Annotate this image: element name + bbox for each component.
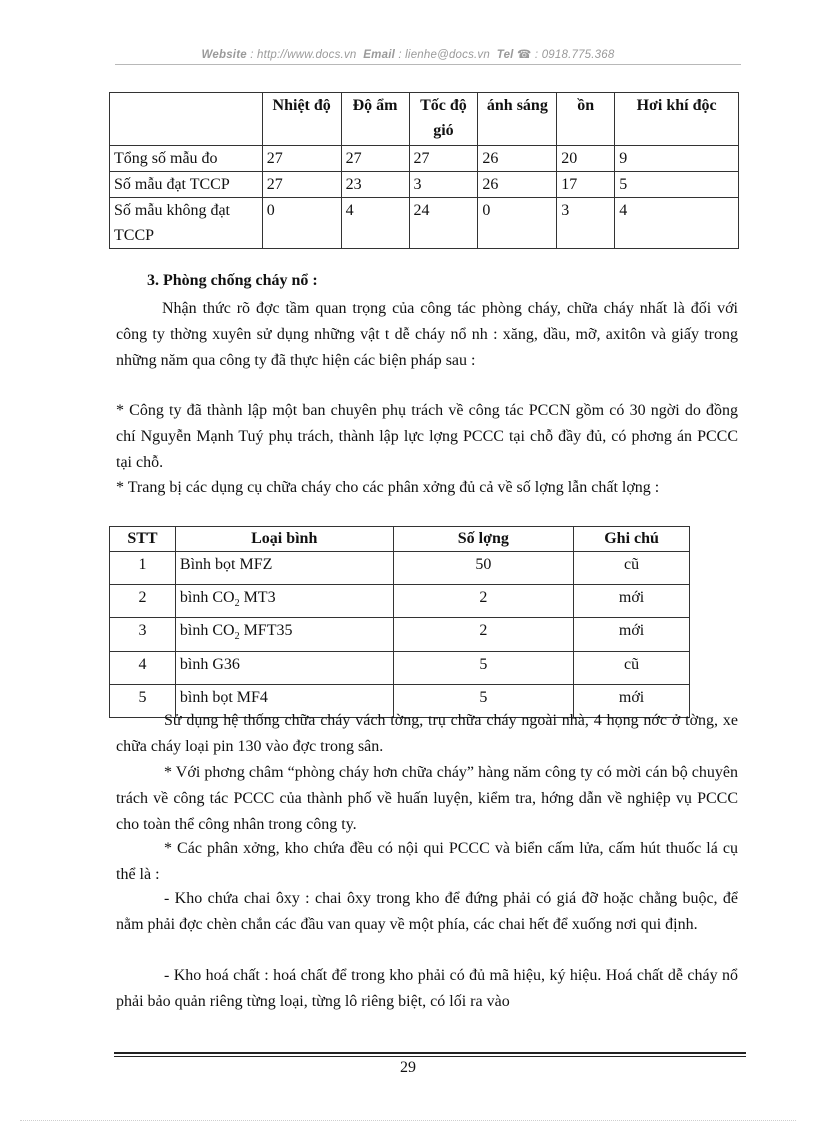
page-header	[0, 47, 816, 61]
header-cell: Độ ẩm	[341, 93, 409, 146]
header-cell: ồn	[557, 93, 615, 146]
table-header-row	[110, 527, 690, 552]
section-heading: 3. Phòng chống cháy nổ :	[147, 272, 318, 289]
row-label: Tổng số mẫu đo	[110, 146, 263, 172]
type-text: bình G36	[179, 655, 240, 673]
footer-divider	[114, 1052, 746, 1054]
table-cell: 0	[478, 198, 557, 249]
note-cell: cũ	[574, 651, 690, 684]
page-number: 29	[400, 1059, 416, 1076]
type-cell	[175, 651, 393, 684]
extinguisher-table	[109, 526, 690, 718]
table-row	[110, 585, 690, 618]
table-cell: 4	[341, 198, 409, 249]
header-cell: STT	[110, 527, 176, 552]
paragraph: * Các phân xởng, kho chứa đều có nội qui PCCC và biển cấm lửa, cấm hút thuốc lá cụ thể là :	[116, 840, 738, 883]
note-cell: mới	[574, 684, 690, 717]
table-cell: 27	[262, 146, 341, 172]
paragraph: Nhận thức rõ đợc tầm quan trọng của công tác phòng cháy, chữa cháy nhất là đối với công ty thờng xuyên sử dụng những vật t dễ cháy nổ nh : xăng, dầu, mỡ, axitôn và giấy trong những năm qua công ty đã thực hiện các biện pháp sau :	[116, 300, 738, 369]
type-text-suffix: MT3	[239, 589, 276, 607]
table-cell: 24	[409, 198, 478, 249]
type-text: Bình bọt MFZ	[179, 556, 273, 573]
header-cell	[110, 93, 263, 146]
table-cell: 3	[557, 198, 615, 249]
table-cell: 23	[341, 172, 409, 198]
website-label: Website	[201, 49, 247, 61]
qty-cell: 2	[393, 585, 574, 618]
table-cell: 0	[262, 198, 341, 249]
table-row	[110, 198, 739, 249]
header-cell: ánh sáng	[478, 93, 557, 146]
note-cell: mới	[574, 618, 690, 651]
table-cell: 3	[409, 172, 478, 198]
paragraph: - Kho chứa chai ôxy : chai ôxy trong kho để đứng phải có giá đỡ hoặc chằng buộc, để nằm phải đợc chèn chắn các đầu van quay về một phía, các chai hết để xuống nơi qui định.	[116, 890, 738, 933]
tel-label: Tel	[496, 49, 514, 61]
header-cell: Loại bình	[175, 527, 393, 552]
qty-cell: 50	[393, 552, 574, 585]
qty-cell: 5	[393, 651, 574, 684]
stt-cell: 3	[110, 618, 176, 651]
qty-cell: 5	[393, 684, 574, 717]
row-label: Số mẫu không đạt TCCP	[110, 198, 263, 249]
table-cell: 20	[557, 146, 615, 172]
paragraph: * Công ty đã thành lập một ban chuyên phụ trách về công tác PCCN gồm có 30 ngời do đồng chí Nguyễn Mạnh Tuý phụ trách, thành lập lực lợng PCCC tại chỗ đầy đủ, có phơng án PCCC tại chỗ.	[116, 402, 738, 471]
table-cell: 27	[262, 172, 341, 198]
email-value: : lienhe@docs.vn	[398, 49, 490, 61]
header-cell: Nhiệt độ	[262, 93, 341, 146]
paragraph: * Với phơng châm “phòng cháy hơn chữa cháy” hàng năm công ty có mời cán bộ chuyên trách về công tác PCCC của thành phố về huấn luyện, kiểm tra, hớng dẫn về nghiệp vụ PCCC cho toàn thể công nhân trong công ty.	[116, 764, 738, 833]
header-cell: Ghi chú	[574, 527, 690, 552]
table-row	[110, 618, 690, 651]
table-cell: 9	[615, 146, 739, 172]
header-cell: Tốc độ gió	[409, 93, 478, 146]
stt-cell: 1	[110, 552, 176, 585]
table-cell: 26	[478, 172, 557, 198]
type-text-suffix: MFT35	[239, 622, 293, 640]
type-subscript: 2	[234, 598, 240, 610]
table-row	[110, 552, 690, 585]
note-cell: mới	[574, 585, 690, 618]
table-cell: 27	[409, 146, 478, 172]
note-cell: cũ	[574, 552, 690, 585]
header-divider	[115, 64, 741, 65]
header-cell: Hơi khí độc	[615, 93, 739, 146]
type-text: bình bọt MF4	[179, 688, 268, 706]
paragraph: - Kho hoá chất : hoá chất để trong kho phải có đủ mã hiệu, ký hiệu. Hoá chất dễ cháy nổ phải bảo quản riêng từng loại, từng lô riêng biệt, có lối ra vào	[116, 967, 738, 1010]
type-subscript: 2	[234, 631, 240, 643]
table-row	[110, 146, 739, 172]
row-label: Số mẫu đạt TCCP	[110, 172, 263, 198]
header-cell: Số lợng	[393, 527, 574, 552]
paragraph: * Trang bị các dụng cụ chữa cháy cho các phân xởng đủ cả về số lợng lẫn chất lợng :	[116, 479, 660, 496]
table-row	[110, 172, 739, 198]
table-cell: 17	[557, 172, 615, 198]
table-header-row	[110, 93, 739, 146]
page-bottom-edge	[20, 1120, 796, 1121]
table-cell: 4	[615, 198, 739, 249]
stt-cell: 4	[110, 651, 176, 684]
type-cell	[175, 552, 393, 585]
qty-cell: 2	[393, 618, 574, 651]
type-cell	[175, 585, 393, 618]
table-cell: 26	[478, 146, 557, 172]
type-cell	[175, 618, 393, 651]
email-label: Email	[363, 49, 395, 61]
footer-divider-thin	[114, 1056, 746, 1057]
table-cell: 27	[341, 146, 409, 172]
tel-value: ☎ : 0918.775.368	[516, 49, 615, 61]
type-text: bình CO	[179, 589, 235, 607]
table-cell: 5	[615, 172, 739, 198]
stt-cell: 5	[110, 684, 176, 717]
paragraph: Sử dụng hệ thống chữa cháy vách tờng, trụ chữa cháy ngoài nhà, 4 họng nớc ở tờng, xe chữa cháy loại pin 130 vào đợc trong sân.	[116, 712, 738, 755]
type-text: bình CO	[179, 622, 235, 640]
stt-cell: 2	[110, 585, 176, 618]
table-row	[110, 651, 690, 684]
measurement-table	[109, 92, 739, 249]
website-value: : http://www.docs.vn	[250, 49, 357, 61]
